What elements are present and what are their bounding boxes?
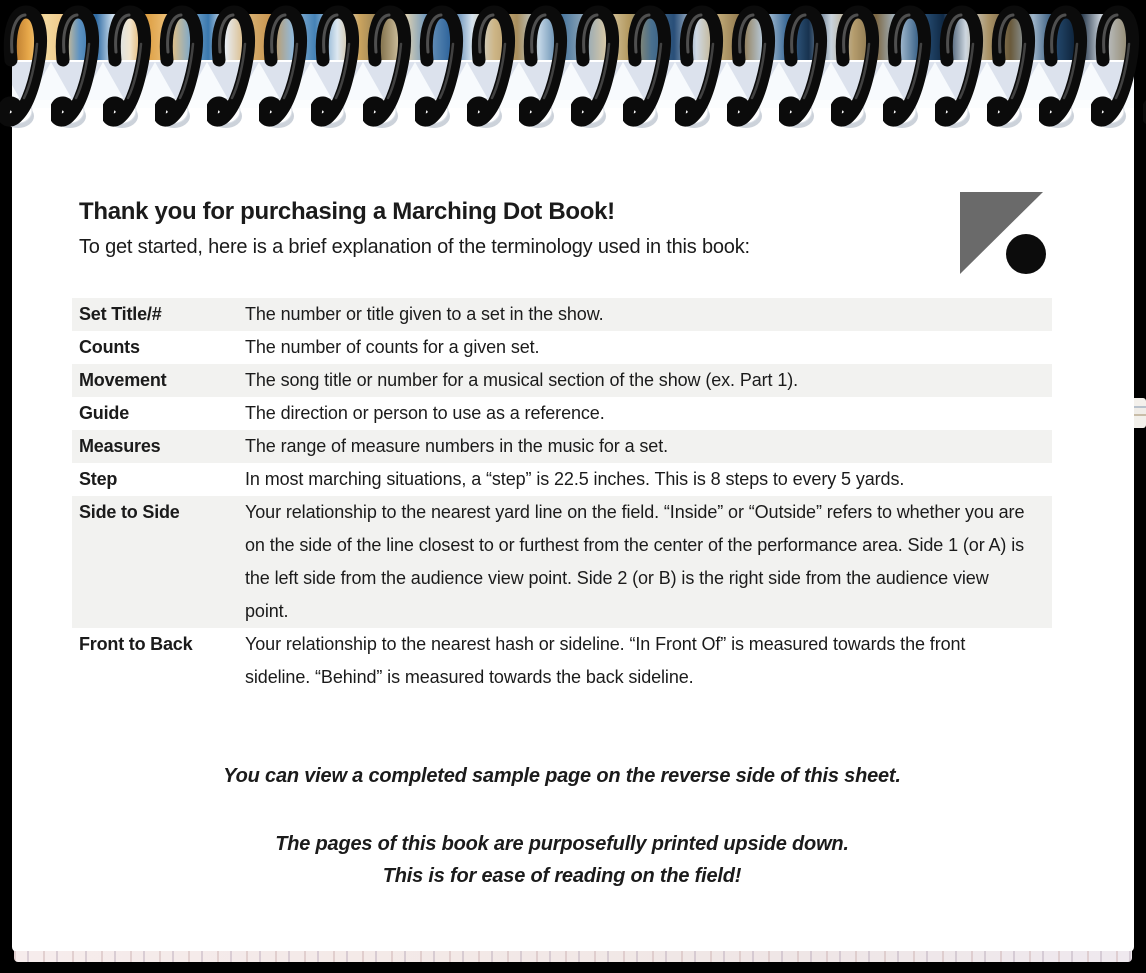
term-definition: The song title or number for a musical section of the show (ex. Part 1). (245, 370, 799, 390)
page-title: Thank you for purchasing a Marching Dot Book! (79, 198, 615, 225)
term-label: Set Title/# (79, 304, 162, 324)
term-definition: In most marching situations, a “step” is 22.5 inches. This is 8 steps to every 5 yards. (245, 469, 905, 489)
table-row (72, 430, 1052, 463)
term-label: Side to Side (79, 502, 180, 522)
term-label: Front to Back (79, 634, 193, 654)
spiral-binding (0, 0, 1146, 172)
table-row (72, 496, 1052, 628)
note-upside-down: The pages of this book are purposefully printed upside down. (275, 833, 849, 855)
side-page-tab (1134, 398, 1146, 428)
term-label: Step (79, 469, 118, 489)
page-intro: To get started, here is a brief explanation of the terminology used in this book: (79, 236, 750, 258)
logo-dot-icon (1006, 234, 1046, 274)
table-row (72, 298, 1052, 331)
term-label: Counts (79, 337, 140, 357)
term-definition: The direction or person to use as a reference. (245, 403, 605, 423)
publisher-logo (960, 192, 1050, 276)
note-sample-page: You can view a completed sample page on the reverse side of this sheet. (223, 765, 901, 787)
notebook-page (12, 60, 1134, 952)
term-definition: The range of measure numbers in the music for a set. (245, 436, 669, 456)
page-edge-strip-bottom (14, 951, 1132, 962)
term-label: Guide (79, 403, 130, 423)
terminology-table (72, 298, 1052, 694)
coil-loops (0, 0, 1146, 172)
table-row (72, 331, 1052, 364)
term-definition: The number of counts for a given set. (245, 337, 540, 357)
table-row (72, 628, 1052, 694)
table-row (72, 397, 1052, 430)
footer-notes (72, 760, 1052, 892)
table-row (72, 463, 1052, 496)
term-definition: Your relationship to the nearest yard line on the field. “Inside” or “Outside” refers to whether you are on the side of the line closest to or furthest from the center of the performance area. Side 1 (or A) is the left side from the audience view point. Side 2 (or B) is the right side from the audience view point. (245, 502, 1025, 621)
term-definition: Your relationship to the nearest hash or sideline. “In Front Of” is measured towards the front sideline. “Behind” is measured towards the back sideline. (245, 634, 966, 687)
term-label: Movement (79, 370, 167, 390)
term-definition: The number or title given to a set in the show. (245, 304, 604, 324)
table-row (72, 364, 1052, 397)
note-field-reading: This is for ease of reading on the field! (382, 865, 742, 887)
term-label: Measures (79, 436, 161, 456)
